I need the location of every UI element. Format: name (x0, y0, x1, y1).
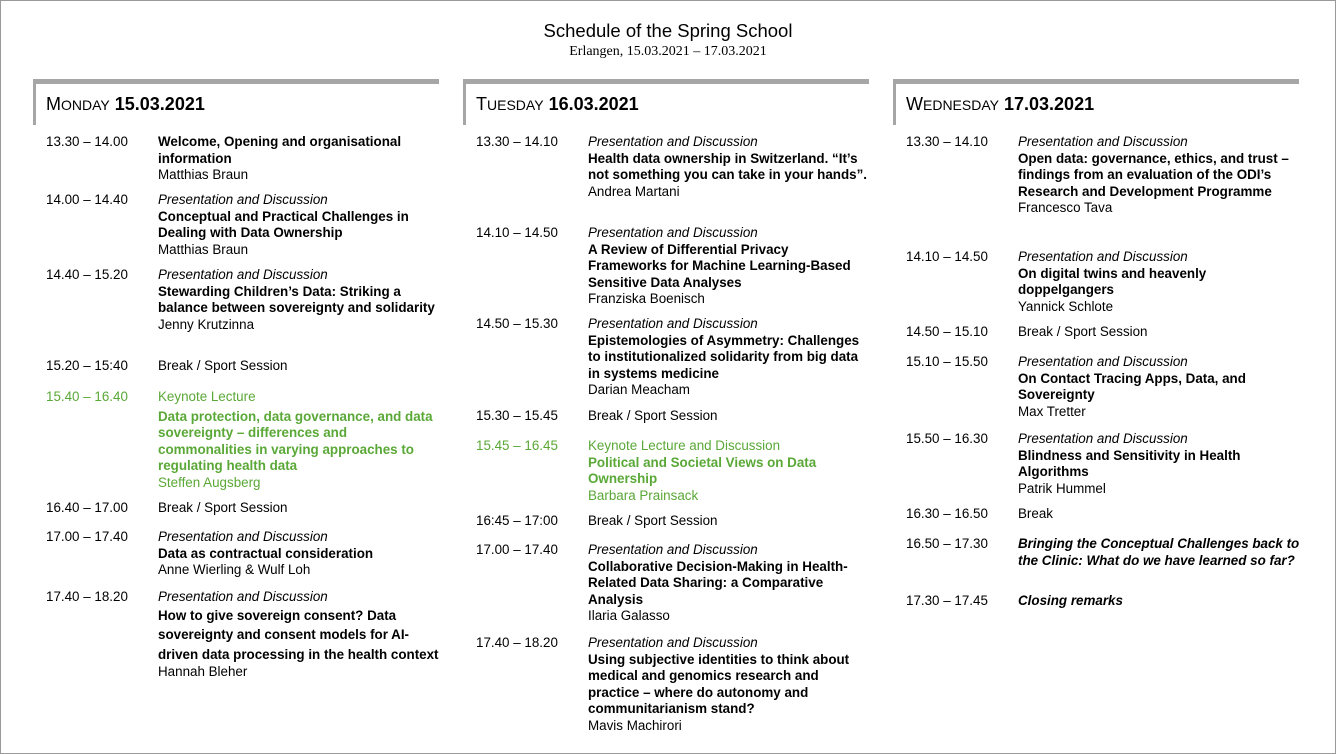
entry-time: 15.30 – 15.45 (476, 408, 558, 423)
entry-title: On digital twins and heavenly doppelgangers (1018, 265, 1207, 297)
entry-speaker: Barbara Prainsack (588, 487, 699, 503)
entry-type: Presentation and Discussion (158, 529, 328, 544)
entry-speaker: Ilaria Galasso (588, 608, 670, 623)
entry-content (588, 542, 871, 625)
entry-content (158, 589, 441, 681)
entry-title: Using subjective identities to think about medical and genomics research and practice – where do autonomy and communitarianism stand? (588, 651, 850, 716)
entry-title: Stewarding Children’s Data: Striking a balance between sovereignty and solidarity (158, 283, 435, 315)
entry-time: 17.30 – 17.45 (906, 593, 988, 608)
entry-content (588, 513, 871, 530)
day-title: TUESDAY 16.03.2021 (476, 94, 639, 114)
entry-type: Keynote Lecture (158, 389, 256, 404)
day-title: MONDAY 15.03.2021 (46, 94, 205, 114)
entry-content (588, 438, 871, 504)
entry-speaker: Yannick Schlote (1018, 298, 1114, 314)
entry-type: Presentation and Discussion (158, 589, 328, 604)
entry-speaker: Francesco Tava (1018, 200, 1113, 215)
entry-title: On Contact Tracing Apps, Data, and Sovereignty (1018, 370, 1246, 402)
entry-content (1018, 593, 1301, 610)
entry-content (158, 389, 441, 491)
entry-time: 16.50 – 17.30 (906, 536, 988, 551)
entry-content (158, 192, 441, 258)
document-subtitle: Erlangen, 15.03.2021 – 17.03.2021 (569, 44, 767, 59)
entry-content (158, 500, 441, 517)
entry-speaker: Mavis Machirori (588, 717, 682, 733)
entry-break-label: Break / Sport Session (1018, 324, 1148, 339)
entry-speaker: Darian Meacham (588, 382, 690, 397)
day-header (893, 84, 1299, 123)
entry-time: 15.40 – 16.40 (46, 389, 128, 404)
entry-time: 14.10 – 14.50 (476, 225, 558, 240)
entry-speaker: Hannah Bleher (158, 664, 248, 679)
entry-title: Closing remarks (1018, 593, 1123, 608)
entry-time: 15.10 – 15.50 (906, 354, 988, 369)
entry-content (1018, 249, 1301, 315)
entry-time: 14.00 – 14.40 (46, 192, 128, 207)
entry-title: A Review of Differential Privacy Frameworks for Machine Learning-Based Sensitive Data Analyses (588, 241, 851, 290)
entry-content (158, 134, 441, 184)
entry-content (588, 134, 871, 200)
entry-speaker: Matthias Braun (158, 241, 249, 257)
entry-speaker: Max Tretter (1018, 403, 1086, 419)
entry-time: 16:45 – 17:00 (476, 513, 558, 528)
entry-break-label: Break / Sport Session (588, 513, 718, 528)
entry-title: Blindness and Sensitivity in Health Algorithms (1018, 447, 1241, 479)
entry-title: Political and Societal Views on Data Ownership (588, 454, 817, 486)
entry-speaker: Anne Wierling & Wulf Loh (158, 562, 311, 577)
entry-content (1018, 506, 1301, 523)
entry-content (1018, 354, 1301, 420)
day-column-monday (33, 79, 439, 679)
entry-title: Epistemologies of Asymmetry: Challenges to institutionalized solidarity from big data in systems medicine (588, 332, 860, 381)
day-header (33, 84, 439, 123)
entry-speaker: Jenny Krutzinna (158, 316, 255, 332)
entry-content (588, 408, 871, 425)
entry-time: 14.50 – 15.10 (906, 324, 988, 339)
entry-break-label: Break / Sport Session (158, 500, 288, 515)
entry-content (1018, 431, 1301, 497)
day-column-wednesday (893, 79, 1300, 608)
entry-title: Welcome, Opening and organisational information (158, 134, 402, 166)
entry-title: Data as contractual consideration (158, 545, 374, 561)
entry-time: 14.10 – 14.50 (906, 249, 988, 264)
entry-type: Presentation and Discussion (1018, 431, 1188, 446)
entry-title: Open data: governance, ethics, and trust – findings from an evaluation of the ODI’s Research and Development Programme (1018, 150, 1289, 199)
day-column-tuesday (463, 79, 869, 733)
entry-type: Presentation and Discussion (588, 316, 758, 331)
entry-title: Health data ownership in Switzerland. “It’s not something you can take in your hands”. (588, 150, 868, 182)
entry-type: Presentation and Discussion (1018, 249, 1188, 264)
day-title: WEDNESDAY 17.03.2021 (906, 94, 1095, 114)
entry-speaker: Steffen Augsberg (158, 474, 261, 490)
entry-time: 14.50 – 15.30 (476, 316, 558, 331)
entry-time: 15.50 – 16.30 (906, 431, 988, 446)
entry-content (588, 225, 871, 308)
entry-content (1018, 134, 1301, 217)
entry-time: 17.00 – 17.40 (476, 542, 558, 557)
entry-time: 17.40 – 18.20 (46, 589, 128, 604)
entry-content (158, 358, 441, 375)
entry-content (158, 267, 441, 333)
entry-time: 13.30 – 14.10 (906, 134, 988, 149)
entry-time: 16.40 – 17.00 (46, 500, 128, 515)
entry-break-label: Break / Sport Session (158, 358, 288, 373)
entry-speaker: Matthias Braun (158, 167, 249, 182)
entry-title: Conceptual and Practical Challenges in Dealing with Data Ownership (158, 208, 409, 240)
entry-speaker: Andrea Martani (588, 183, 680, 199)
entry-type: Presentation and Discussion (588, 635, 758, 650)
entry-title: Bringing the Conceptual Challenges back to the Clinic: What do we have learned so far? (1018, 536, 1300, 568)
entry-type: Presentation and Discussion (158, 267, 328, 282)
entry-time: 13.30 – 14.00 (46, 134, 128, 149)
entry-title: Data protection, data governance, and data sovereignty – differences and commonalities in varying approaches to regulating health data (158, 408, 433, 473)
entry-type: Presentation and Discussion (158, 192, 328, 207)
entry-type: Presentation and Discussion (1018, 354, 1188, 369)
entry-type: Presentation and Discussion (1018, 134, 1188, 149)
entry-content (1018, 536, 1301, 569)
entry-time: 14.40 – 15.20 (46, 267, 128, 282)
entry-time: 15.45 – 16.45 (476, 438, 558, 453)
entry-speaker: Patrik Hummel (1018, 480, 1106, 496)
entry-speaker: Franziska Boenisch (588, 291, 705, 306)
entry-title: How to give sovereign consent? Data sovereignty and consent models for AI-driven data processing in the health context (158, 607, 439, 662)
entry-time: 17.00 – 17.40 (46, 529, 128, 544)
entry-time: 16.30 – 16.50 (906, 506, 988, 521)
entry-time: 13.30 – 14.10 (476, 134, 558, 149)
entry-content (1018, 324, 1301, 341)
entry-type: Presentation and Discussion (588, 134, 758, 149)
entry-break-label: Break / Sport Session (588, 408, 718, 423)
entry-content (588, 635, 871, 734)
entry-type: Presentation and Discussion (588, 542, 758, 557)
document-title: Schedule of the Spring School (543, 20, 793, 41)
entry-type: Presentation and Discussion (588, 225, 758, 240)
entry-title: Collaborative Decision-Making in Health-Related Data Sharing: a Comparative Analysis (588, 558, 848, 607)
entry-break-label: Break (1018, 506, 1053, 521)
entry-time: 15.20 – 15:40 (46, 358, 128, 373)
entry-type: Keynote Lecture and Discussion (588, 438, 781, 453)
day-header (463, 84, 869, 123)
entry-content (158, 529, 441, 579)
entry-time: 17.40 – 18.20 (476, 635, 558, 650)
entry-content (588, 316, 871, 399)
